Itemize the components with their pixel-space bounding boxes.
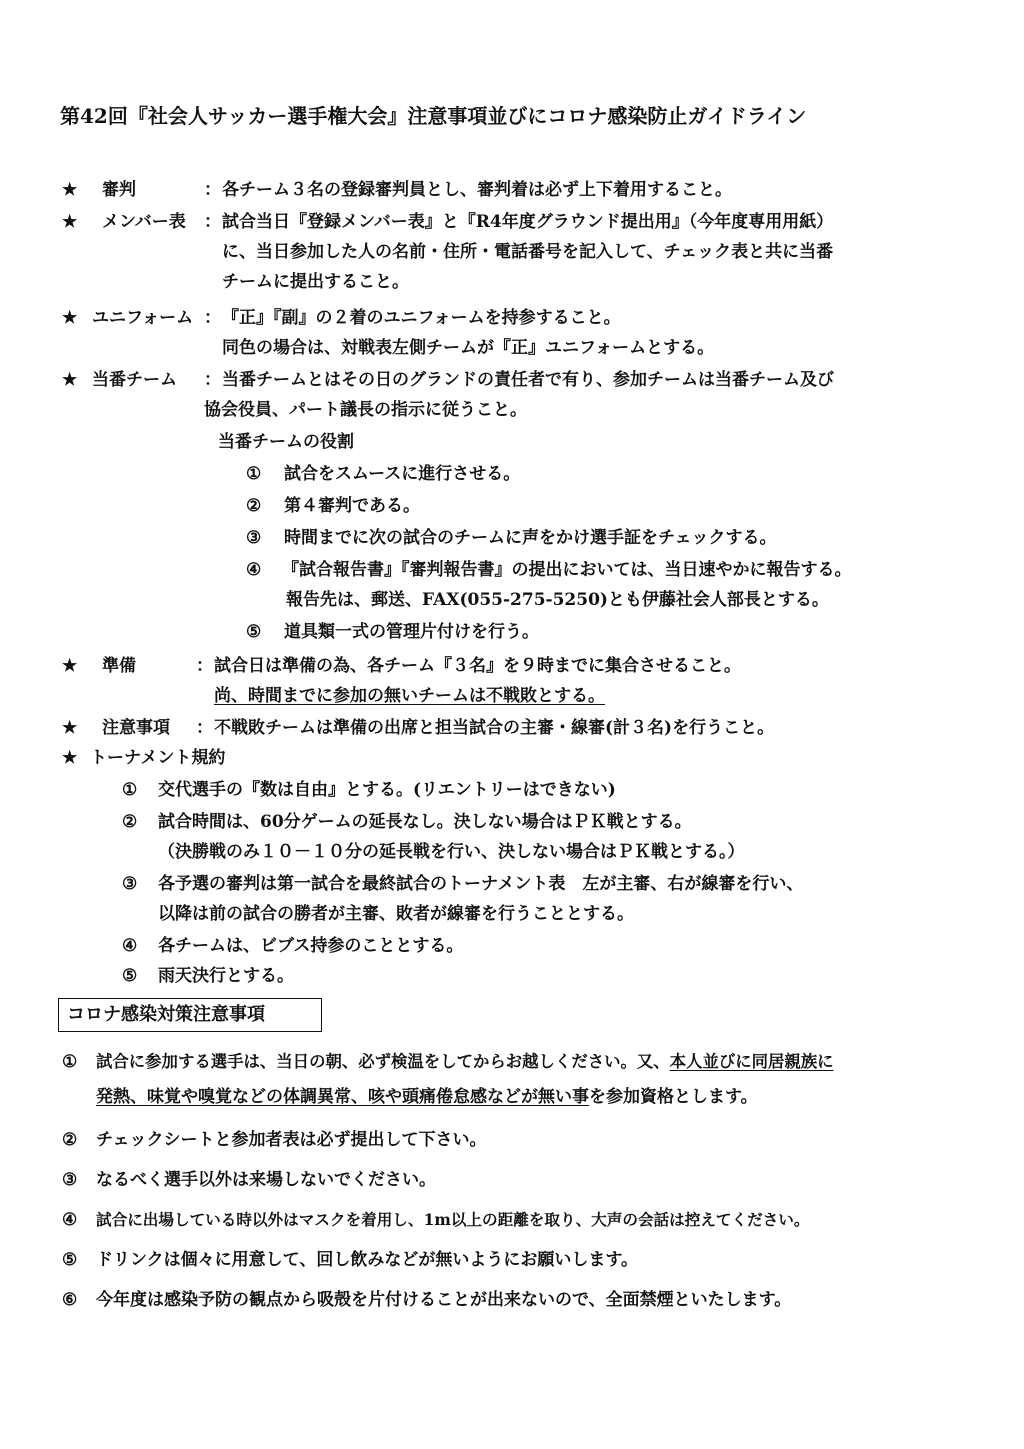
corona-item-text: ドリンクは個々に用意して、回し飲みなどが無いようにお願いします。 bbox=[96, 1250, 638, 1270]
star-bullet: ★ bbox=[62, 212, 78, 232]
star-bullet: ★ bbox=[62, 370, 78, 390]
uniform-colon: ： bbox=[204, 308, 221, 328]
corona-item1-underline-a: 本人並びに同居親族に bbox=[669, 1052, 834, 1071]
referee-text: 各チーム３名の登録審判員とし、審判着は必ず上下着用すること。 bbox=[222, 180, 732, 200]
tournament-rule-number: ⑤ bbox=[122, 966, 138, 986]
duty-label: 当番チーム bbox=[92, 370, 177, 390]
prep-forfeit-note: 尚、時間までに参加の無いチームは不戦敗とする。 bbox=[214, 686, 605, 706]
corona-item-text bbox=[96, 1050, 834, 1074]
corona-item-number: ⑤ bbox=[62, 1250, 78, 1270]
uniform-label: ユニフォーム bbox=[92, 308, 194, 328]
corona-item-text bbox=[96, 1085, 758, 1109]
corona-item-text: 試合に出場している時以外はマスクを着用し、1m以上の距離を取り、大声の会話は控えてください。 bbox=[96, 1210, 810, 1229]
duty-roles-heading: 当番チームの役割 bbox=[218, 432, 354, 452]
member-label: メンバー表 bbox=[102, 212, 186, 232]
referee-colon: ： bbox=[204, 180, 221, 200]
corona-item-number: ① bbox=[62, 1052, 78, 1072]
tournament-rule-number: ④ bbox=[122, 936, 138, 956]
member-text-line: 試合当日『登録メンバー表』と『R4年度グラウンド提出用』（今年度専用用紙） bbox=[222, 212, 834, 232]
tournament-rule-number: ③ bbox=[122, 874, 138, 894]
corona-heading: コロナ感染対策注意事項 bbox=[58, 998, 322, 1032]
tournament-rule-text: 各予選の審判は第一試合を最終試合のトーナメント表 左が主審、右が線審を行い、 bbox=[158, 874, 804, 894]
role-number: ⑤ bbox=[246, 622, 262, 642]
corona-item1-text-a: 試合に参加する選手は、当日の朝、必ず検温をしてからお越しください。又、 bbox=[96, 1052, 670, 1071]
corona-item-text: なるべく選手以外は来場しないでください。 bbox=[96, 1170, 436, 1190]
corona-item-text: 今年度は感染予防の観点から吸殻を片付けることが出来ないので、全面禁煙といたします。 bbox=[96, 1290, 792, 1310]
corona-item-number: ③ bbox=[62, 1170, 78, 1190]
role-number: ③ bbox=[246, 528, 262, 548]
tournament-rule-text: 以降は前の試合の勝者が主審、敗者が線審を行うこととする。 bbox=[158, 904, 634, 924]
tournament-rule-text: 試合時間は、60分ゲームの延長なし。決しない場合はＰＫ戦とする。 bbox=[158, 812, 692, 832]
caution-text: 不戦敗チームは準備の出席と担当試合の主審・線審(計３名)を行うこと。 bbox=[214, 718, 775, 738]
role-text: 道具類一式の管理片付けを行う。 bbox=[284, 622, 539, 642]
corona-item-number: ⑥ bbox=[62, 1290, 78, 1310]
tournament-rule-number: ② bbox=[122, 812, 138, 832]
role-number: ② bbox=[246, 496, 262, 516]
tournament-rule-text: 交代選手の『数は自由』とする。(リエントリーはできない) bbox=[158, 780, 616, 800]
tournament-rule-text: 各チームは、ビブス持参のこととする。 bbox=[158, 936, 464, 956]
role-text: 時間までに次の試合のチームに声をかけ選手証をチェックする。 bbox=[284, 528, 777, 548]
caution-colon: ： bbox=[196, 718, 213, 738]
role-text: 『試合報告書』『審判報告書』の提出においては、当日速やかに報告する。 bbox=[282, 560, 852, 580]
role-text: 第４審判である。 bbox=[284, 496, 420, 516]
referee-label: 審判 bbox=[102, 180, 136, 200]
member-text-line: チームに提出すること。 bbox=[222, 272, 409, 292]
duty-colon: ： bbox=[204, 370, 221, 390]
member-colon: ： bbox=[204, 212, 221, 232]
duty-text-line: 協会役員、パート議長の指示に従うこと。 bbox=[204, 400, 527, 420]
tournament-rule-text: 雨天決行とする。 bbox=[158, 966, 294, 986]
corona-item-text: チェックシートと参加者表は必ず提出して下さい。 bbox=[96, 1130, 487, 1150]
duty-text-line: 当番チームとはその日のグランドの責任者で有り、参加チームは当番チーム及び bbox=[222, 370, 834, 390]
prep-colon: ： bbox=[196, 656, 213, 676]
caution-label: 注意事項 bbox=[102, 718, 170, 738]
star-bullet: ★ bbox=[62, 656, 78, 676]
tournament-label: トーナメント規約 bbox=[90, 748, 226, 768]
star-bullet: ★ bbox=[62, 718, 78, 738]
role-number: ① bbox=[246, 464, 262, 484]
prep-text: 試合日は準備の為、各チーム『３名』を９時までに集合させること。 bbox=[214, 656, 741, 676]
corona-item1-underline-b: 発熱、味覚や嗅覚などの体調異常、咳や頭痛倦怠感などが無い事 bbox=[96, 1087, 589, 1107]
role-number: ④ bbox=[246, 560, 262, 580]
role-text: 試合をスムースに進行させる。 bbox=[284, 464, 521, 484]
member-text-line: に、当日参加した人の名前・住所・電話番号を記入して、チェック表と共に当番 bbox=[222, 242, 834, 262]
tournament-rule-number: ① bbox=[122, 780, 138, 800]
corona-item-number: ④ bbox=[62, 1210, 78, 1230]
star-bullet: ★ bbox=[62, 308, 78, 328]
tournament-rule-text: （決勝戦のみ１０－１０分の延長戦を行い、決しない場合はＰＫ戦とする。） bbox=[158, 842, 745, 862]
uniform-text-line: 『正』『副』の２着のユニフォームを持参すること。 bbox=[222, 308, 621, 328]
corona-item1-text-b: を参加資格とします。 bbox=[589, 1087, 758, 1107]
role-text: 報告先は、郵送、FAX(055-275-5250)とも伊藤社会人部長とする。 bbox=[286, 590, 829, 610]
star-bullet: ★ bbox=[62, 748, 78, 768]
corona-item-number: ② bbox=[62, 1130, 78, 1150]
prep-label: 準備 bbox=[102, 656, 136, 676]
page-title: 第42回『社会人サッカー選手権大会』注意事項並びにコロナ感染防止ガイドライン bbox=[60, 104, 807, 128]
uniform-text-line: 同色の場合は、対戦表左側チームが『正』ユニフォームとする。 bbox=[222, 338, 715, 358]
star-bullet: ★ bbox=[62, 180, 78, 200]
